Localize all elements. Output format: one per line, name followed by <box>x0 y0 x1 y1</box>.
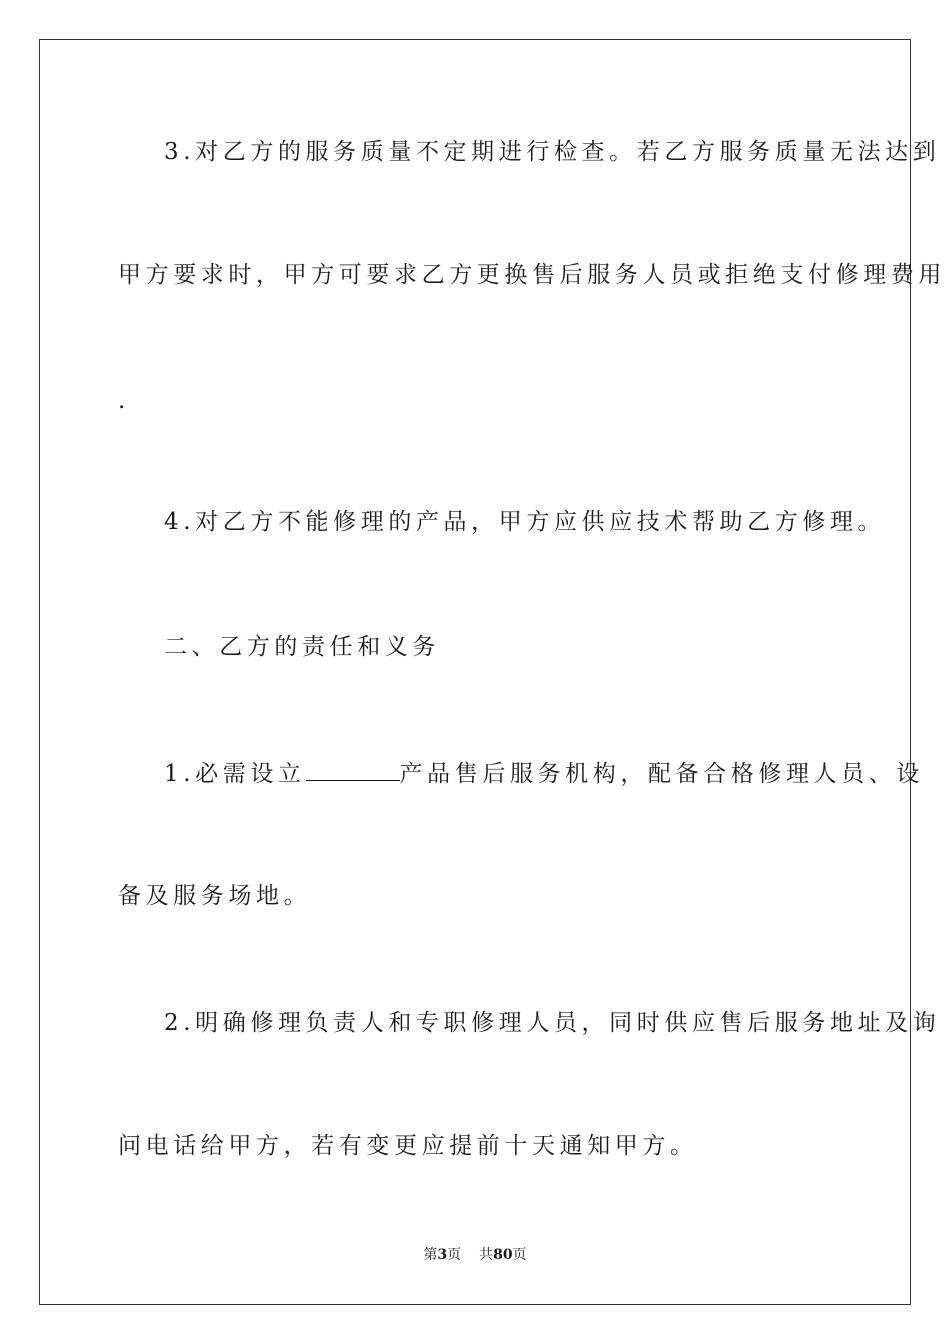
fill-in-blank[interactable] <box>306 758 400 781</box>
page-border <box>39 39 946 1305</box>
obligation-1-line-2: 备及服务场地。 <box>118 883 312 909</box>
obligation-1-text-after: 产品售后服务机构，配备合格修理人员、设 <box>399 761 924 787</box>
footer-total-prefix: 共 <box>479 1247 494 1263</box>
footer-page-suffix: 页 <box>447 1247 462 1263</box>
obligation-1-text-before: 1.必需设立 <box>164 761 306 787</box>
footer-total-pages: 80 <box>493 1247 513 1263</box>
obligation-2-line-2: 问电话给甲方，若有变更应提前十天通知甲方。 <box>118 1133 698 1159</box>
paragraph-4-line-1: 4.对乙方不能修理的产品，甲方应供应技术帮助乙方修理。 <box>164 509 886 535</box>
page-footer <box>0 1246 950 1264</box>
footer-page-prefix: 第 <box>423 1247 438 1263</box>
paragraph-3-line-2: 甲方要求时，甲方可要求乙方更换售后服务人员或拒绝支付修理费用 <box>118 262 946 288</box>
footer-page-number: 3 <box>437 1247 448 1263</box>
paragraph-3-line-1: 3.对乙方的服务质量不定期进行检查。若乙方服务质量无法达到 <box>164 139 941 165</box>
paragraph-3-line-3: . <box>118 388 130 414</box>
obligation-1-line-1 <box>164 758 924 789</box>
footer-total-suffix: 页 <box>512 1247 527 1263</box>
obligation-2-line-1: 2.明确修理负责人和专职修理人员，同时供应售后服务地址及询 <box>164 1010 941 1036</box>
section-heading: 二、乙方的责任和义务 <box>164 634 440 660</box>
